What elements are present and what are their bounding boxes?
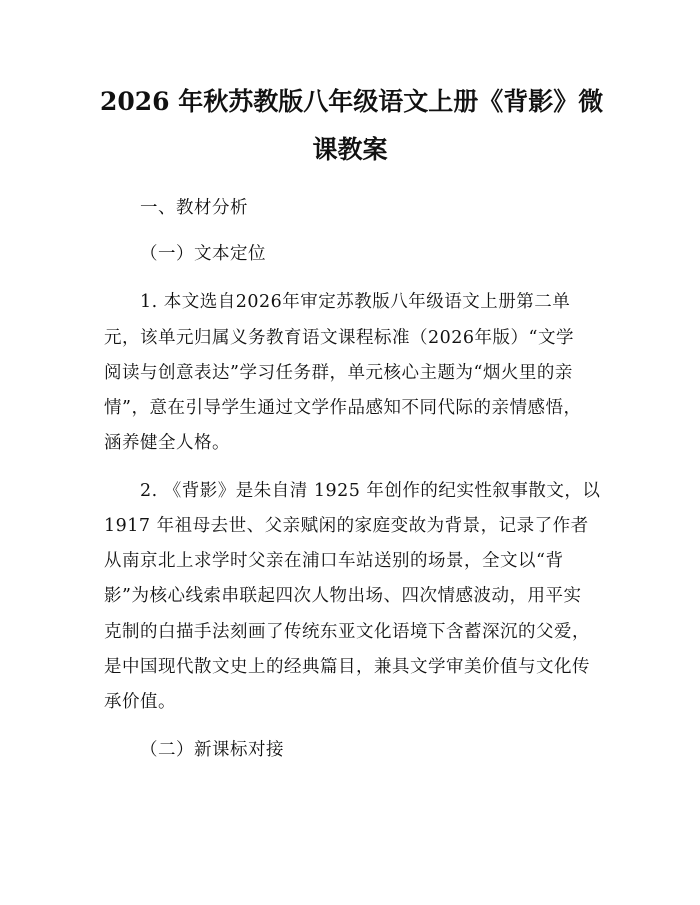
subsection-heading-2: （二）新课标对接 xyxy=(140,740,284,760)
paragraph-1-line-3: 阅读与创意表达”学习任务群，单元核心主题为“烟火里的亲 xyxy=(104,363,573,383)
paragraph-2-line-6: 是中国现代散文史上的经典篇目，兼具文学审美价值与文化传 xyxy=(104,657,590,677)
paragraph-2-line-3: 从南京北上求学时父亲在浦口车站送别的场景，全文以“背 xyxy=(104,551,564,571)
paragraph-2-line-7: 承价值。 xyxy=(104,692,176,712)
paragraph-2-line-2: 1917 年祖母去世、父亲赋闲的家庭变故为背景，记录了作者 xyxy=(104,516,589,536)
paragraph-1-line-1: 1. 本文选自2026年审定苏教版八年级语文上册第二单 xyxy=(140,292,571,312)
paragraph-1-line-5: 涵养健全人格。 xyxy=(104,433,230,453)
document-title-line-2: 课教案 xyxy=(312,135,388,164)
subsection-heading-1: （一）文本定位 xyxy=(140,244,266,264)
paragraph-2-line-4: 影”为核心线索串联起四次人物出场、四次情感波动，用平实 xyxy=(104,586,582,606)
paragraph-1-line-4: 情”，意在引导学生通过文学作品感知不同代际的亲情感悟， xyxy=(104,398,582,418)
document-title-line-1: 2026 年秋苏教版八年级语文上册《背影》微 xyxy=(100,87,604,116)
paragraph-1-line-2: 元，该单元归属义务教育语文课程标准（2026年版）“文学 xyxy=(104,328,574,348)
paragraph-2-line-1: 2. 《背影》是朱自清 1925 年创作的纪实性叙事散文，以 xyxy=(140,481,601,501)
section-heading-1: 一、教材分析 xyxy=(140,198,248,218)
paragraph-2-line-5: 克制的白描手法刻画了传统东亚文化语境下含蓄深沉的父爱， xyxy=(104,622,590,642)
